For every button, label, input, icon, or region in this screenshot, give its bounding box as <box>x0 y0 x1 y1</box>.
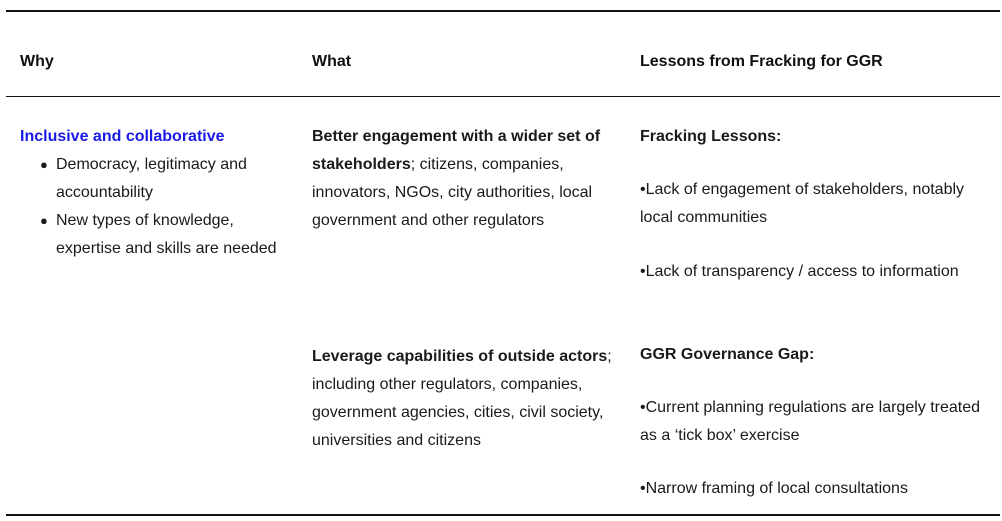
list-item <box>20 207 290 263</box>
fracking-lesson-item: •Lack of engagement of stakeholders, notably local communities <box>640 181 965 226</box>
header-divider-rule <box>6 96 1000 97</box>
header-lessons: Lessons from Fracking for GGR <box>640 53 883 70</box>
what-item2-bold: Leverage capabilities of outside actors <box>312 348 608 365</box>
why-title: Inclusive and collaborative <box>20 128 225 145</box>
what-item2-rest: ; including other regulators, companies, government agencies, cities, civil society, universities and citizens <box>312 348 612 449</box>
bullet-icon: ● <box>40 157 48 172</box>
fracking-lesson-item: •Lack of transparency / access to information <box>640 263 959 280</box>
table-top-rule <box>6 10 1000 12</box>
ggr-gap-item: •Narrow framing of local consultations <box>640 480 908 497</box>
what-item1-rest: ; citizens, companies, innovators, NGOs, city authorities, local government and other regulators <box>312 156 593 229</box>
list-item <box>20 151 290 207</box>
why-bullet-list <box>20 151 290 263</box>
table-bottom-rule <box>6 514 1000 516</box>
what-item1-bold: Better engagement with a wider set of stakeholders <box>312 128 601 173</box>
why-cell <box>20 123 290 263</box>
header-what: What <box>312 53 352 70</box>
header-why: Why <box>20 53 54 70</box>
ggr-gap-item: •Current planning regulations are largely treated as a ‘tick box’ exercise <box>640 399 981 444</box>
fracking-lessons-label: Fracking Lessons: <box>640 128 782 145</box>
why-bullet-text: Democracy, legitimacy and accountability <box>56 156 247 201</box>
why-bullet-text: New types of knowledge, expertise and skills are needed <box>56 212 277 257</box>
ggr-gap-label: GGR Governance Gap: <box>640 346 815 363</box>
what-cell-leverage <box>312 343 622 455</box>
what-cell-engagement <box>312 123 622 235</box>
bullet-icon: ● <box>40 213 48 228</box>
